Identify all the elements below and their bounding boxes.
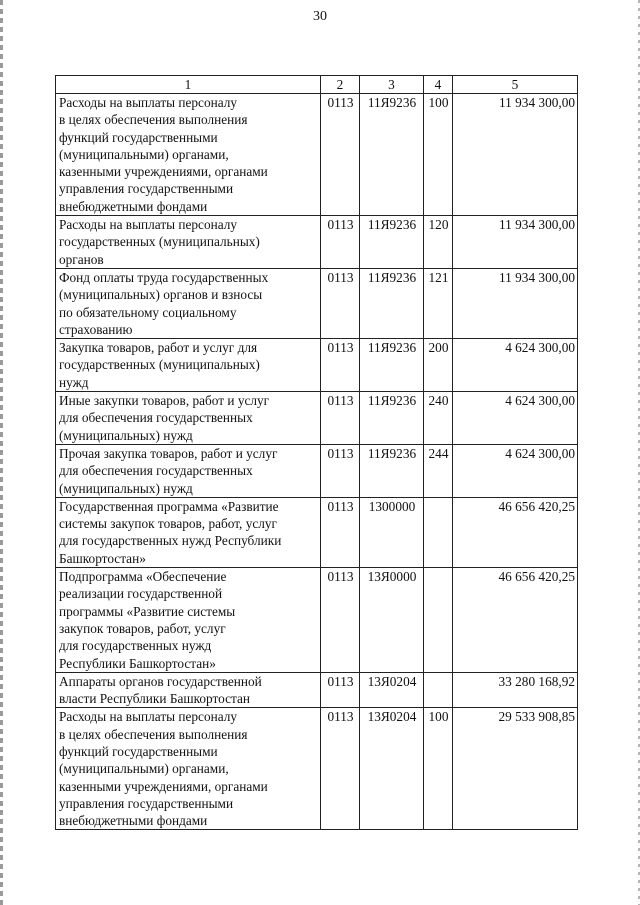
row-name-line: Прочая закупка товаров, работ и услуг (59, 445, 278, 461)
row-article-cell: 13Я0204 (360, 708, 424, 830)
row-name-line: в целях обеспечения выполнения (59, 112, 248, 128)
row-amount-cell: 29 533 908,85 (453, 708, 578, 830)
row-name-line: (муниципальных) нужд (59, 427, 193, 443)
budget-table-body (56, 76, 578, 830)
row-name-line: внебюджетными фондами (59, 198, 208, 214)
row-section-cell: 0113 (321, 339, 360, 392)
row-amount-cell: 11 934 300,00 (453, 216, 578, 269)
header-cell-5: 5 (453, 76, 578, 94)
header-cell-4: 4 (424, 76, 453, 94)
header-cell-2: 2 (321, 76, 360, 94)
table-row (56, 216, 578, 269)
row-article-cell: 11Я9236 (360, 392, 424, 445)
row-name-line: внебюджетными фондами (59, 813, 208, 829)
row-name-line: государственных (муниципальных) (59, 357, 260, 373)
row-section-cell: 0113 (321, 392, 360, 445)
row-name-cell (56, 339, 321, 392)
row-article-cell: 1300000 (360, 497, 424, 567)
row-name-line: функций государственными (59, 129, 218, 145)
row-name-line: Расходы на выплаты персоналу (59, 217, 238, 233)
table-row (56, 392, 578, 445)
header-cell-1: 1 (56, 76, 321, 94)
table-row (56, 339, 578, 392)
row-section-cell: 0113 (321, 708, 360, 830)
row-amount-cell: 4 624 300,00 (453, 444, 578, 497)
row-type-cell (424, 497, 453, 567)
row-name-line: казенными учреждениями, органами (59, 164, 268, 180)
page-number: 30 (313, 9, 327, 24)
row-name-line: власти Республики Башкортостан (59, 691, 251, 707)
row-amount-cell: 4 624 300,00 (453, 392, 578, 445)
row-article-cell: 13Я0204 (360, 672, 424, 708)
row-name-line: в целях обеспечения выполнения (59, 726, 248, 742)
row-name-line: нужд (59, 374, 89, 390)
table-row (56, 568, 578, 673)
row-name-line: страхованию (59, 321, 133, 337)
row-name-cell (56, 444, 321, 497)
table-row (56, 444, 578, 497)
row-name-line: по обязательному социальному (59, 304, 237, 320)
row-section-cell: 0113 (321, 497, 360, 567)
row-name-line: органов (59, 251, 104, 267)
row-name-line: управления государственными (59, 181, 234, 197)
row-section-cell: 0113 (321, 444, 360, 497)
scan-edge-left (0, 0, 3, 905)
row-name-line: Государственная программа «Развитие (59, 498, 279, 514)
row-name-cell (56, 216, 321, 269)
row-type-cell (424, 672, 453, 708)
row-amount-cell: 11 934 300,00 (453, 268, 578, 338)
row-type-cell: 100 (424, 708, 453, 830)
row-name-line: для государственных нужд (59, 638, 212, 654)
row-article-cell: 11Я9236 (360, 444, 424, 497)
row-name-line: функций государственными (59, 743, 218, 759)
row-type-cell: 120 (424, 216, 453, 269)
row-name-line: Закупка товаров, работ и услуг для (59, 340, 258, 356)
row-name-line: управления государственными (59, 795, 234, 811)
row-name-cell (56, 497, 321, 567)
row-type-cell: 200 (424, 339, 453, 392)
row-amount-cell: 33 280 168,92 (453, 672, 578, 708)
row-amount-cell: 4 624 300,00 (453, 339, 578, 392)
table-row (56, 497, 578, 567)
budget-table (55, 75, 578, 830)
header-cell-3: 3 (360, 76, 424, 94)
row-section-cell: 0113 (321, 216, 360, 269)
row-name-line: реализации государственной (59, 586, 223, 602)
row-article-cell: 11Я9236 (360, 339, 424, 392)
row-amount-cell: 46 656 420,25 (453, 568, 578, 673)
row-name-line: (муниципальных) нужд (59, 480, 193, 496)
table-row (56, 268, 578, 338)
row-name-line: Фонд оплаты труда государственных (59, 269, 269, 285)
row-name-line: (муниципальных) органов и взносы (59, 287, 263, 303)
table-header-row (56, 76, 578, 94)
row-name-cell (56, 672, 321, 708)
row-name-cell (56, 268, 321, 338)
row-name-cell (56, 708, 321, 830)
row-name-line: Иные закупки товаров, работ и услуг (59, 393, 270, 409)
row-amount-cell: 11 934 300,00 (453, 94, 578, 216)
row-type-cell: 240 (424, 392, 453, 445)
row-name-line: Аппараты органов государственной (59, 673, 262, 689)
table-row (56, 708, 578, 830)
row-type-cell: 121 (424, 268, 453, 338)
row-article-cell: 11Я9236 (360, 94, 424, 216)
row-name-line: государственных (муниципальных) (59, 234, 260, 250)
row-name-line: казенными учреждениями, органами (59, 778, 268, 794)
row-name-line: (муниципальными) органами, (59, 761, 229, 777)
row-name-line: Расходы на выплаты персоналу (59, 709, 238, 725)
row-name-line: программы «Развитие системы (59, 603, 236, 619)
row-article-cell: 11Я9236 (360, 268, 424, 338)
row-name-line: для государственных нужд Республики (59, 533, 282, 549)
row-type-cell: 100 (424, 94, 453, 216)
table-row (56, 672, 578, 708)
row-name-line: закупок товаров, работ, услуг (59, 620, 226, 636)
row-name-line: Расходы на выплаты персоналу (59, 95, 238, 110)
row-article-cell: 11Я9236 (360, 216, 424, 269)
row-name-cell (56, 568, 321, 673)
row-name-line: Башкортостан» (59, 550, 146, 566)
row-type-cell: 244 (424, 444, 453, 497)
row-section-cell: 0113 (321, 672, 360, 708)
row-name-cell (56, 392, 321, 445)
row-name-line: системы закупок товаров, работ, услуг (59, 516, 277, 532)
row-type-cell (424, 568, 453, 673)
row-name-line: для обеспечения государственных (59, 410, 253, 426)
row-section-cell: 0113 (321, 568, 360, 673)
row-name-line: для обеспечения государственных (59, 463, 253, 479)
row-amount-cell: 46 656 420,25 (453, 497, 578, 567)
table-row (56, 94, 578, 216)
row-section-cell: 0113 (321, 94, 360, 216)
row-name-line: Подпрограмма «Обеспечение (59, 569, 227, 585)
row-name-line: Республики Башкортостан» (59, 655, 216, 671)
row-article-cell: 13Я0000 (360, 568, 424, 673)
row-section-cell: 0113 (321, 268, 360, 338)
row-name-cell (56, 94, 321, 216)
row-name-line: (муниципальными) органами, (59, 146, 229, 162)
